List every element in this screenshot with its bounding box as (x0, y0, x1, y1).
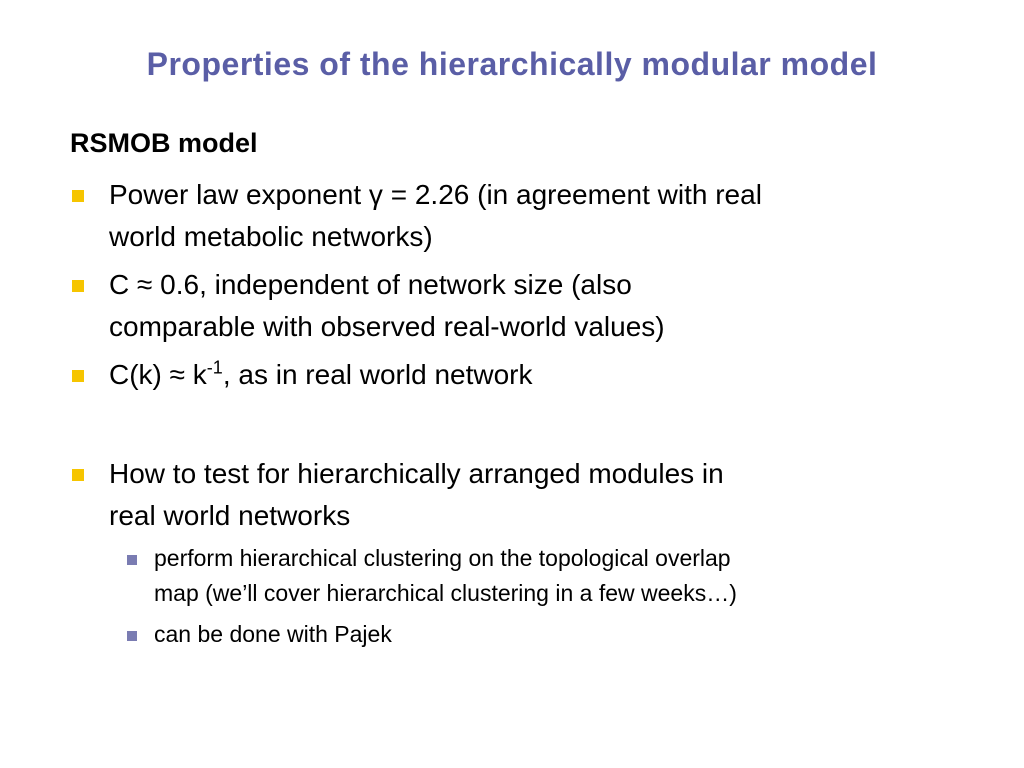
bullet-line: C ≈ 0.6, independent of network size (also (109, 269, 632, 300)
bullet-line (109, 354, 533, 396)
bullet-prefix: C(k) ≈ k (109, 359, 207, 390)
bullet-item-clustering-coefficient (72, 264, 665, 348)
bullet-line: comparable with observed real-world values) (109, 311, 665, 342)
bullet-item-power-law (72, 174, 762, 258)
bullet-item-ck-scaling (72, 354, 533, 396)
bullet-suffix: , as in real world network (222, 359, 533, 390)
square-bullet-icon (72, 190, 84, 202)
square-sub-bullet-icon (127, 631, 137, 641)
bullet-line: world metabolic networks) (109, 221, 433, 252)
slide-title: Properties of the hierarchically modular model (146, 46, 878, 82)
square-sub-bullet-icon (127, 555, 137, 565)
sub-bullet-item-clustering (127, 541, 737, 611)
square-bullet-icon (72, 280, 84, 292)
slide-subtitle: RSMOB model (70, 128, 258, 158)
bullet-line: Power law exponent γ = 2.26 (in agreement with real (109, 179, 762, 210)
sub-bullet-line: perform hierarchical clustering on the topological overlap (154, 545, 731, 571)
sub-bullet-line: can be done with Pajek (154, 621, 392, 647)
square-bullet-icon (72, 469, 84, 481)
bullet-item-how-to-test (72, 453, 724, 537)
sub-bullet-item-pajek (127, 617, 392, 652)
sub-bullet-line: map (we’ll cover hierarchical clustering in a few weeks…) (154, 580, 737, 606)
bullet-line: real world networks (109, 500, 351, 531)
exponent: -1 (206, 357, 223, 378)
square-bullet-icon (72, 370, 84, 382)
bullet-line: How to test for hierarchically arranged modules in (109, 458, 724, 489)
